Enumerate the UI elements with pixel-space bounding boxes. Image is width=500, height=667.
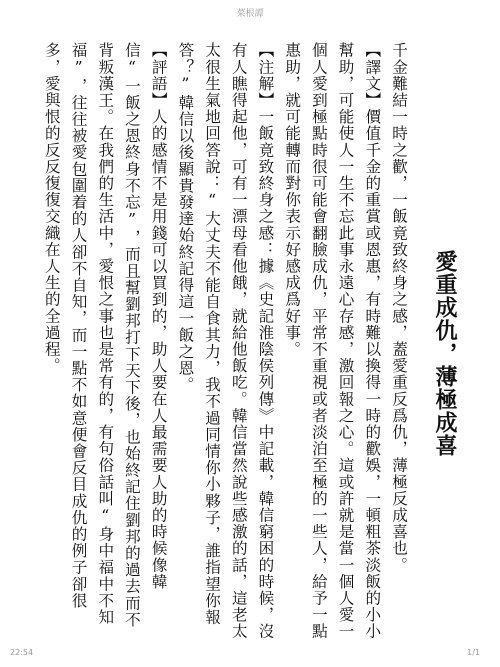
book-title: 菜根譚 <box>236 9 264 19</box>
status-time: 22:54 <box>10 648 34 657</box>
commentary-paragraph: 【評語】人的感情不是用錢可以買到的，助人要在人最需要人助的時候像韓信“一飯之恩終身不忘”，而且幫劉邦打下天下後，也始終記住劉邦的過去而不背叛漢王。在我們的生活中，愛恨之事也是常有的，有句俗話叫“身中福中不知福”，往往被愛包圍着的人卻不自知，而一點不如意便會反目成仇的例子卻很多，愛與恨的反反復復交織在人生的全過程。 <box>42 42 168 628</box>
original-text: 千金難結一時之歡，一飯竟致終身之感，蓋愛重反爲仇，薄極反成喜也。 <box>390 42 408 574</box>
annotation-paragraph: 【注解】一飯竟致終身之感：據《史記淮陰侯列傳》中記載，韓信窮困的時候，沒有人瞧得起他，可有一漂母看他餓，就給他飯吃。韓信當然說些感激的話，這老太太很生氣地回答說：“大丈夫不能自食其力，我不過同情你小夥子，誰指望你報答？”韓信以後顯貴發達始終記得這一飯之恩。 <box>176 42 275 640</box>
article-body[interactable] <box>32 42 464 640</box>
page-indicator: 1/1 <box>467 648 480 657</box>
article-heading: 愛重成仇，薄極成喜 <box>432 250 457 457</box>
translation-paragraph: 【譯文】價值千金的重賞或恩惠，有時難以換得一時的歡娛，一頓粗茶淡飯的小小幫助，可能使人一生不忘此事永遠心存感，激回報之心。這或許就是當一個人愛一個人愛到極點時很可能會翻臉成仇，平常不重視或者淡泊至極的一些人，給予一點惠助，就可能轉而對你表示好感成爲好事。 <box>283 42 382 640</box>
